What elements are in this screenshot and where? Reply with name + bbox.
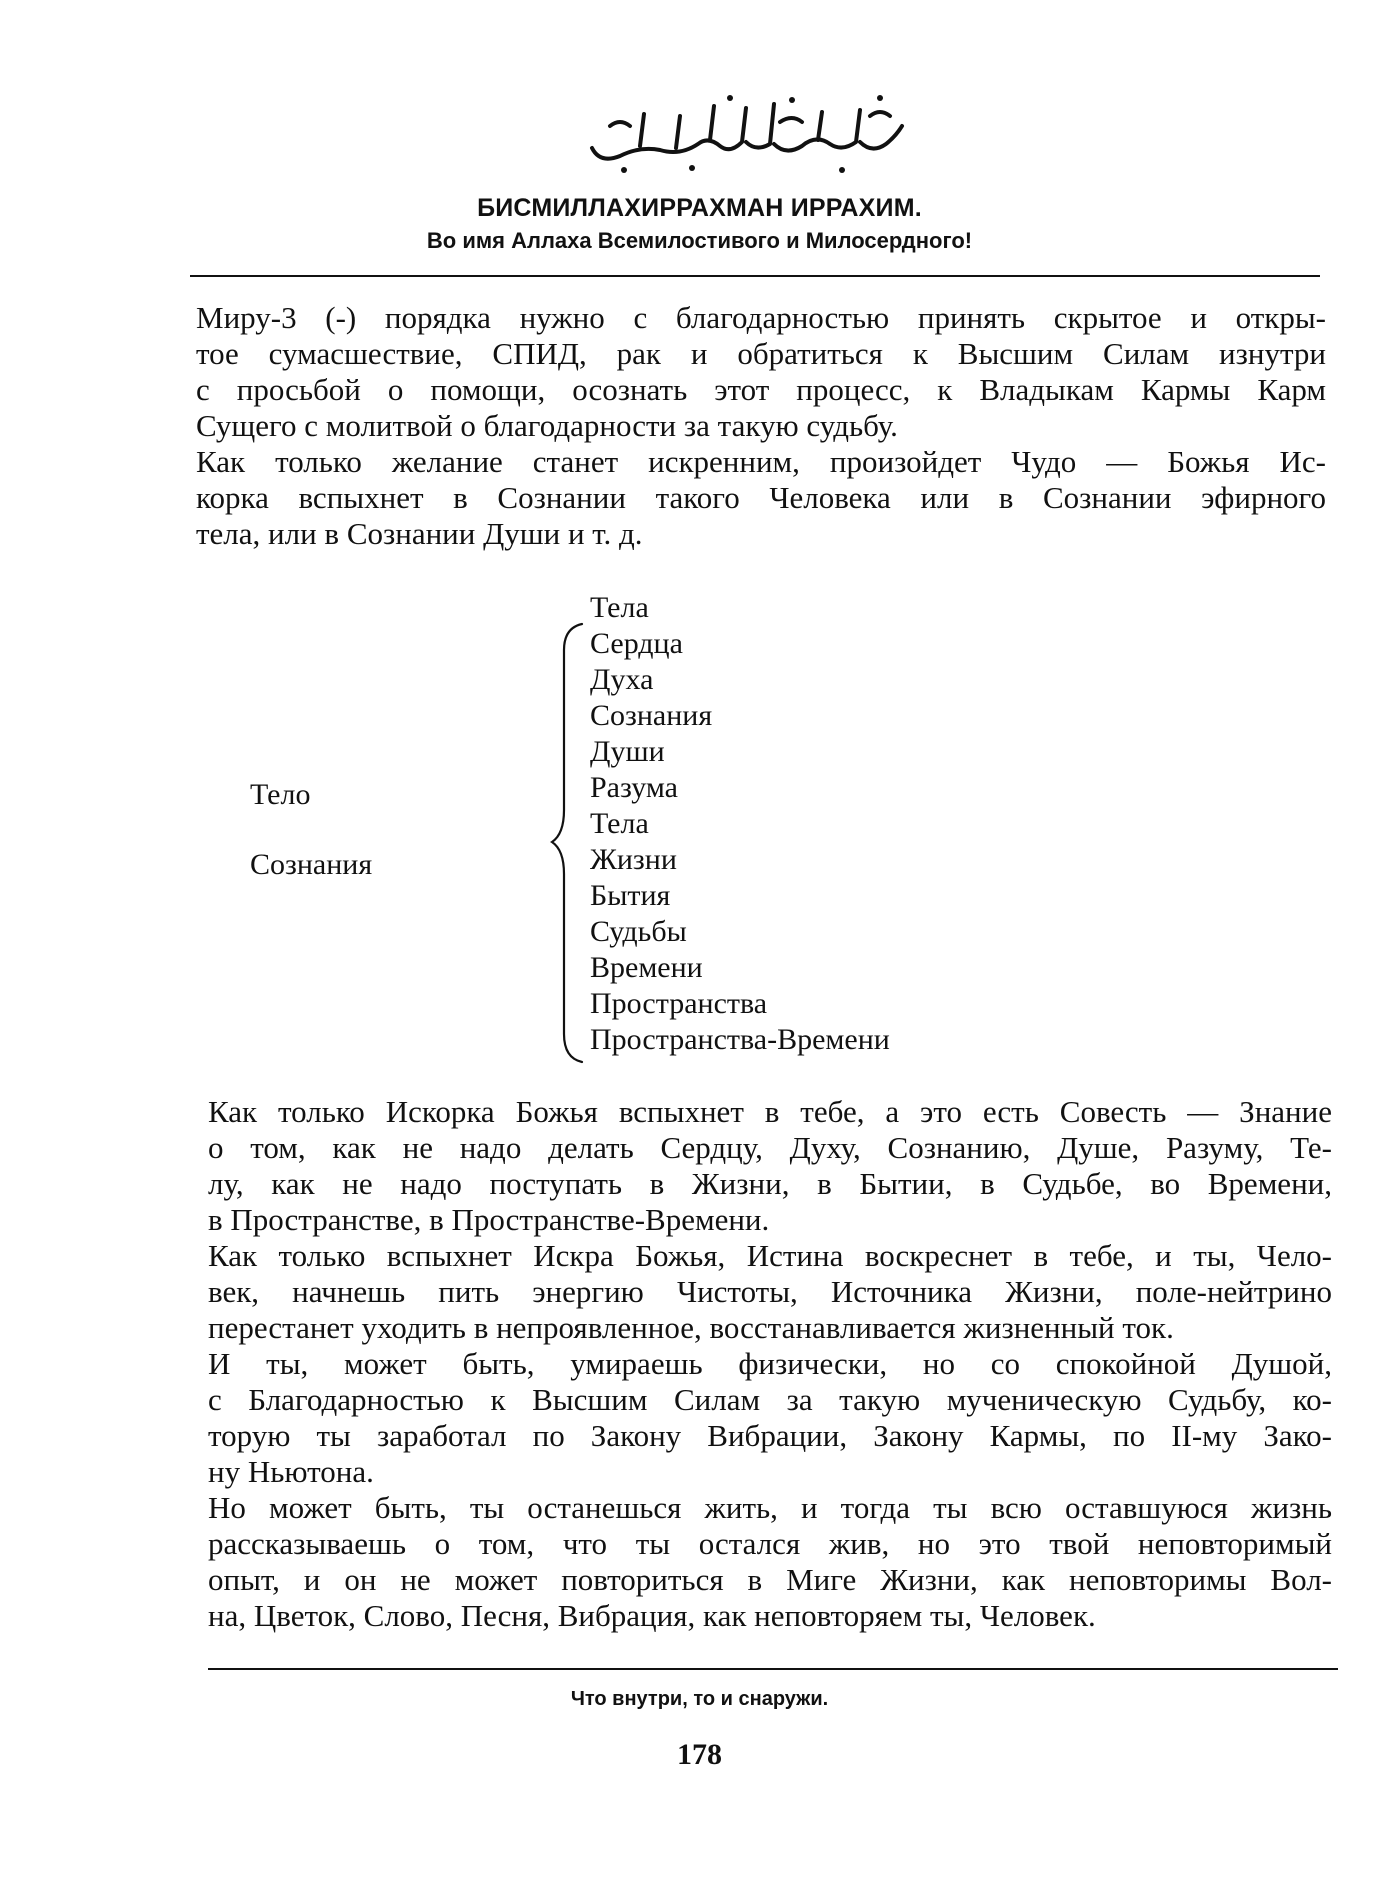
text-line: о том, как не надо делать Сердцу, Духу, Сознанию, Душе, Разуму, Те- [208, 1130, 1332, 1165]
text-line: перестанет уходить в непроявленное, восстанавливается жизненный ток. [208, 1310, 1174, 1345]
diagram-item: Бытия [590, 879, 671, 912]
text-line: с просьбой о помощи, осознать этот процесс, к Владыкам Кармы Карм [196, 372, 1326, 407]
text-line: в Пространстве, в Пространстве-Времени. [208, 1202, 770, 1237]
text-line: опыт, и он не может повториться в Миге Жизни, как неповторимы Вол- [208, 1562, 1332, 1597]
text-line: Как только Искорка Божья вспыхнет в тебе, а это есть Совесть — Знание [208, 1094, 1332, 1129]
text-line: лу, как не надо поступать в Жизни, в Бытии, в Судьбе, во Времени, [208, 1166, 1332, 1201]
footer-motto: Что внутри, то и снаружи. [570, 1688, 829, 1710]
curly-brace [550, 620, 590, 1065]
paragraph-2 [208, 1094, 1332, 1634]
text-line: корка вспыхнет в Сознании такого Человека или в Сознании эфирного [196, 480, 1326, 515]
diagram-item: Пространства-Времени [590, 1023, 890, 1056]
text-line: тела, или в Сознании Души и т. д. [196, 516, 643, 551]
text-line: Как только вспыхнет Искра Божья, Истина воскреснет в тебе, и ты, Чело- [208, 1238, 1332, 1273]
text-line: ну Ньютона. [208, 1454, 374, 1489]
header-divider [190, 275, 1320, 277]
header-title: БИСМИЛЛАХИРРАХМАН ИРРАХИМ. [477, 194, 922, 222]
text-line: Как только желание станет искренним, произойдет Чудо — Божья Ис- [196, 444, 1326, 479]
diagram-item: Пространства [590, 987, 768, 1020]
diagram-item: Сознания [590, 699, 713, 732]
diagram-item: Тела [590, 807, 649, 840]
diagram-item: Сердца [590, 627, 683, 660]
bismillah-calligraphy [580, 86, 910, 176]
text-line: Но может быть, ты останешься жить, и тогда ты всю оставшуюся жизнь [208, 1490, 1332, 1525]
text-line: с Благодарностью к Высшим Силам за такую мученическую Судьбу, ко- [208, 1382, 1332, 1417]
text-line: век, начнешь пить энергию Чистоты, Источника Жизни, поле-нейтрино [208, 1274, 1332, 1309]
footer-divider [208, 1668, 1338, 1670]
diagram-list [590, 590, 890, 1058]
text-line: Миру-3 (-) порядка нужно с благодарностью принять скрытое и откры- [196, 300, 1326, 335]
text-line: рассказываешь о том, что ты остался жив, но это твой неповторимый [208, 1526, 1332, 1561]
text-line: И ты, может быть, умираешь физически, но со спокойной Душой, [208, 1346, 1332, 1381]
diagram-item: Жизни [590, 843, 677, 876]
text-line: Сущего с молитвой о благодарности за такую судьбу. [196, 408, 898, 443]
diagram-item: Тела [590, 591, 649, 624]
paragraph-1 [196, 300, 1326, 552]
diagram-item: Времени [590, 951, 703, 984]
diagram-left-label-top: Тело [250, 778, 311, 811]
diagram-left-label-bottom: Сознания [250, 848, 373, 881]
header-subtitle: Во имя Аллаха Всемилостивого и Милосердного! [426, 228, 973, 253]
text-line: торую ты заработал по Закону Вибрации, Закону Кармы, по II-му Зако- [208, 1418, 1332, 1453]
page-number: 178 [677, 1738, 722, 1771]
diagram-item: Души [590, 735, 665, 768]
diagram-item: Разума [590, 771, 678, 804]
text-line: на, Цветок, Слово, Песня, Вибрация, как неповторяем ты, Человек. [208, 1598, 1096, 1633]
diagram-item: Духа [590, 663, 654, 696]
text-line: тое сумасшествие, СПИД, рак и обратиться к Высшим Силам изнутри [196, 336, 1326, 371]
diagram-item: Судьбы [590, 915, 687, 948]
